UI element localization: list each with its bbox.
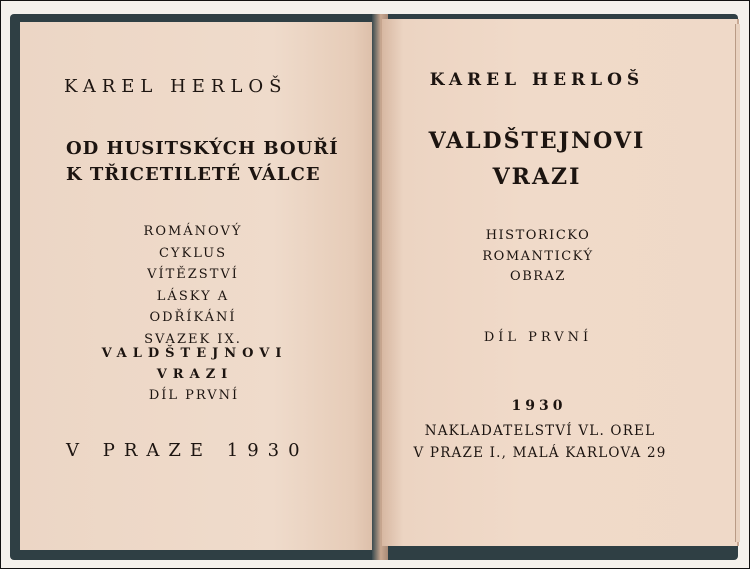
series-line-5: ODŘÍKÁNÍ [149,310,237,325]
subtitle-line-2: ROMANTICKÝ [482,248,594,264]
subtitle-line-3: OBRAZ [510,269,566,284]
left-author: KAREL HERLOŠ [64,76,288,97]
left-volume-title-2: VRAZI [156,367,234,382]
series-line-3: VÍTĚZSTVÍ [147,267,239,282]
series-line-1: ROMÁNOVÝ [143,224,243,239]
left-volume-title-1: VALDŠTEJNOVI [101,346,288,361]
right-title-line-2: VRAZI [492,164,582,190]
series-title-line-2: K TŘICETILETÉ VÁLCE [66,164,321,185]
series-line-2: CYKLUS [158,245,228,261]
right-year: 1930 [511,398,567,414]
right-author: KAREL HERLOŠ [429,70,645,90]
left-place-year: V PRAZE 1930 [66,440,309,461]
series-title-line-1: OD HUSITSKÝCH BOUŘÍ [66,138,339,159]
subtitle-line-1: HISTORICKO [485,228,591,243]
series-line-6: SVAZEK IX. [144,331,242,347]
right-title-line-1: VALDŠTEJNOVI [428,128,646,154]
right-part: DÍL PRVNÍ [483,330,593,345]
left-volume-part: DÍL PRVNÍ [148,388,240,403]
series-line-4: LÁSKY A [156,288,230,304]
publisher-line-1: NAKLADATELSTVÍ VL. OREL [424,423,656,439]
publisher-line-2: V PRAZE I., MALÁ KARLOVA 29 [413,445,667,461]
